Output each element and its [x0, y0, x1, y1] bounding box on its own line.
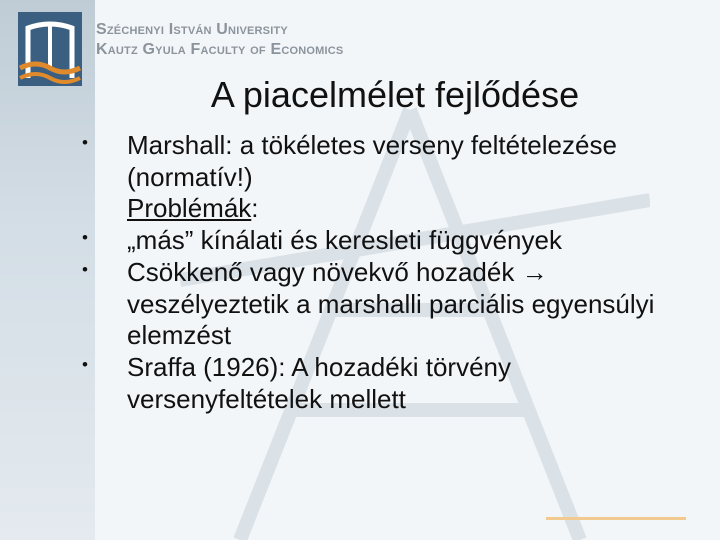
bullet-glyph: • — [82, 228, 88, 248]
bullet-item-marshall — [70, 130, 700, 225]
problems-label: Problémák — [127, 193, 252, 224]
bullet-glyph: • — [82, 133, 88, 152]
bullet-text: Marshall: a tökéletes verseny feltételezése (normatív!) — [127, 130, 617, 192]
bullet-text: „más” kínálati és keresleti függvények — [127, 225, 562, 256]
bullet-text: Csökkenő vagy növekvő hozadék → veszélyeztetik a marshalli parciális egyensúlyi elemzést — [127, 256, 655, 351]
bullet-glyph: • — [82, 259, 88, 279]
slide-title: A piacelmélet fejlődése — [210, 74, 580, 115]
bullet-glyph: • — [82, 355, 88, 375]
problems-colon: : — [251, 193, 259, 224]
bullet-text: Sraffa (1926): A hozadéki törvény versenyfeltételek mellett — [127, 352, 511, 414]
footer-accent-line — [546, 517, 686, 520]
university-name: Széchenyi István University — [96, 21, 288, 38]
bullet-list — [70, 130, 700, 415]
faculty-name: Kautz Gyula Faculty of Economics — [96, 41, 344, 58]
bullet-item-sraffa — [70, 352, 700, 415]
bullet-item-functions — [70, 225, 700, 257]
bullet-item-returns — [70, 257, 700, 352]
